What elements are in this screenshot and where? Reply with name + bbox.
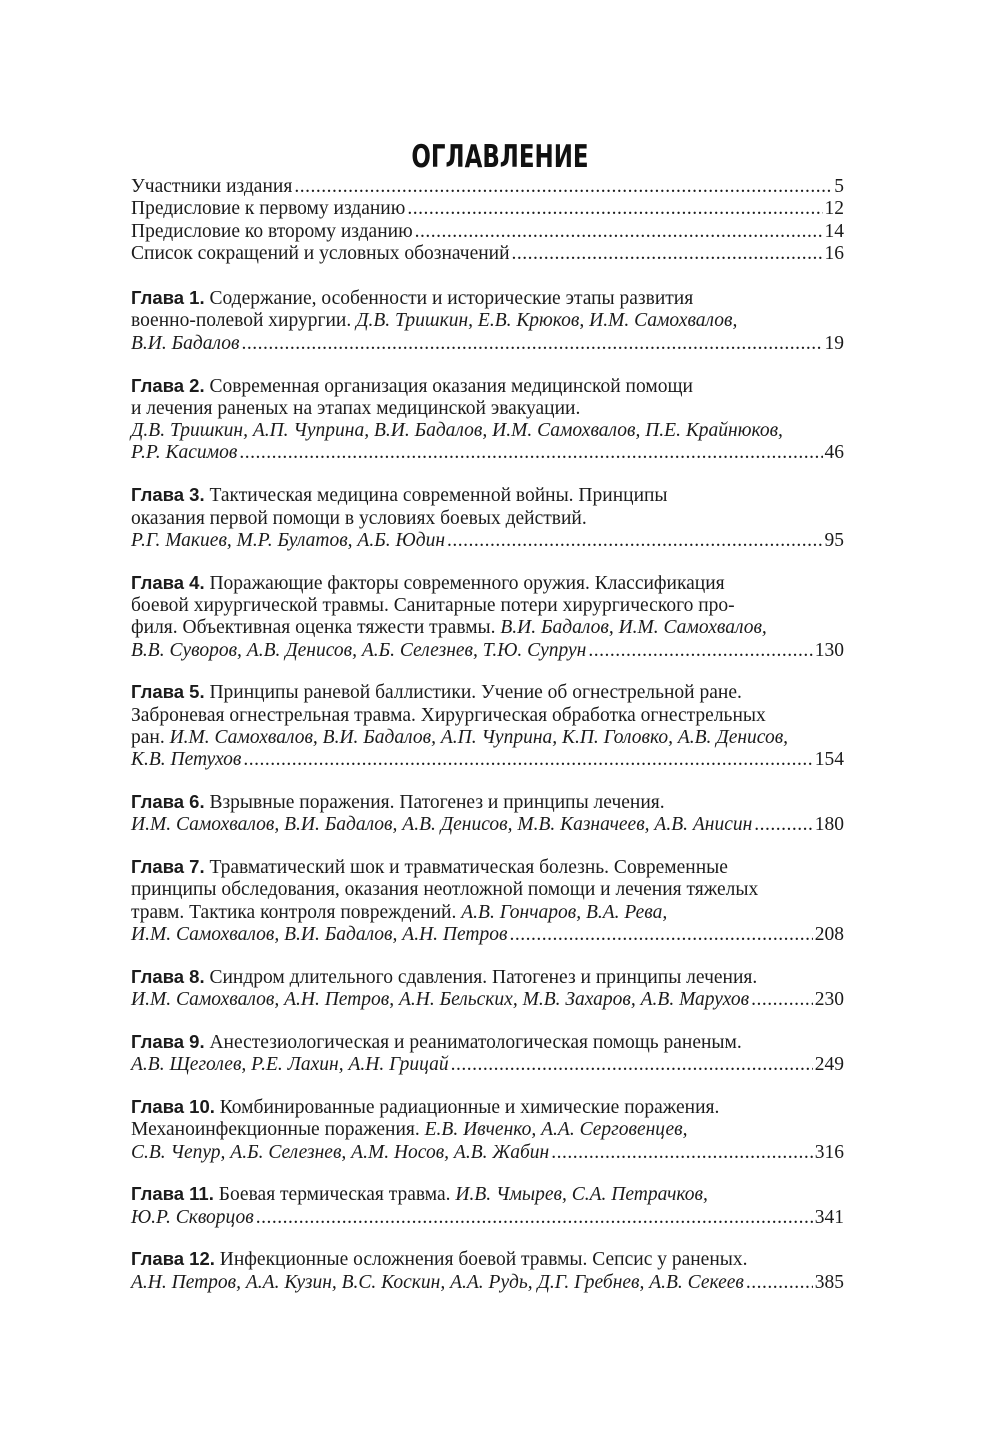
toc-line — [131, 902, 844, 924]
chapter-authors: А.В. Щеголев, Р.Е. Лахин, А.Н. Грицай — [131, 1054, 449, 1076]
page-number: 385 — [814, 1271, 844, 1293]
toc-chapter-entry[interactable] — [131, 572, 844, 662]
chapter-authors: А.Н. Петров, А.А. Кузин, В.С. Коскин, А.А. Рудь, Д.Г. Гребнев, А.В. Секеев — [131, 1271, 744, 1293]
dot-leader — [256, 1207, 813, 1229]
toc-item-text: Участники издания — [131, 176, 293, 197]
toc-line — [131, 287, 844, 310]
dot-leader — [751, 989, 813, 1011]
toc-line — [131, 879, 844, 901]
chapter-title-text: Содержание, особенности и исторические этапы развития — [204, 288, 694, 310]
chapter-label: Глава 2. — [131, 374, 205, 396]
toc-line — [131, 617, 844, 639]
toc-line-content — [131, 1207, 254, 1229]
toc-item-text: Предисловие к первому изданию — [131, 198, 406, 220]
dot-leader — [512, 243, 823, 265]
toc-chapter-entry[interactable] — [131, 1183, 844, 1229]
toc-chapter-entry[interactable] — [131, 1031, 844, 1077]
toc-line — [131, 484, 844, 507]
chapter-label: Глава 11. — [131, 1183, 214, 1205]
toc-line — [131, 749, 844, 771]
toc-line — [131, 640, 844, 662]
front-matter — [131, 176, 844, 265]
toc-line-content — [131, 1054, 449, 1076]
chapter-authors: А.В. Гончаров, В.А. Рева, — [461, 901, 668, 923]
toc-line-content — [131, 749, 241, 771]
toc-line — [131, 814, 844, 836]
page-number: 19 — [824, 332, 844, 354]
toc-line-content — [131, 902, 667, 924]
chapter-label: Глава 8. — [131, 965, 205, 987]
chapter-label: Глава 1. — [131, 287, 205, 309]
chapter-authors: Ю.Р. Скворцов — [131, 1206, 254, 1228]
dot-leader — [588, 640, 812, 662]
chapter-title-text: Поражающие факторы современного оружия. Классификация — [204, 572, 725, 594]
toc-line-content — [131, 1096, 719, 1119]
dot-leader — [243, 749, 812, 771]
toc-line — [131, 333, 844, 355]
page-number: 249 — [814, 1054, 844, 1076]
toc-item-text: Предисловие ко второму изданию — [131, 220, 413, 242]
chapter-label: Глава 4. — [131, 571, 205, 593]
toc-line-content — [131, 727, 788, 749]
dot-leader — [551, 1142, 813, 1164]
chapter-authors: Д.В. Тришкин, А.П. Чуприна, В.И. Бадалов, И.М. Самохвалов, П.Е. Крайнюков, — [131, 420, 783, 442]
toc-line — [131, 1142, 844, 1164]
toc-item-text: Список сокращений и условных обозначений — [131, 242, 510, 264]
toc-chapter-entry[interactable] — [131, 287, 844, 355]
toc-line — [131, 791, 844, 814]
toc-front-item[interactable] — [131, 221, 844, 243]
chapter-title-text: военно-полевой хирургии. — [131, 310, 357, 332]
toc-line — [131, 442, 844, 464]
toc-line — [131, 924, 844, 946]
toc-line — [131, 398, 844, 420]
toc-line — [131, 1031, 844, 1054]
toc-chapter-entry[interactable] — [131, 375, 844, 465]
toc-line-content — [131, 1031, 742, 1054]
toc-line — [131, 1248, 844, 1271]
toc-line — [131, 966, 844, 989]
chapter-authors: Р.Г. Макиев, М.Р. Булатов, А.Б. Юдин — [131, 529, 446, 551]
chapter-title-text: и лечения раненых на этапах медицинской эвакуации. — [131, 397, 581, 419]
dot-leader — [241, 333, 822, 355]
dot-leader — [447, 530, 822, 552]
chapter-list — [131, 287, 844, 1294]
toc-line-content — [131, 1142, 549, 1164]
chapter-title-text: Комбинированные радиационные и химические поражения. — [214, 1097, 720, 1118]
chapter-authors: И.М. Самохвалов, В.И. Бадалов, А.В. Денисов, М.В. Казначеев, А.В. Анисин — [131, 814, 753, 836]
chapter-title-text: Травматический шок и травматическая болезнь. Современные — [204, 857, 728, 879]
chapter-label: Глава 5. — [131, 681, 205, 703]
chapter-title-text: Анестезиологическая и реаниматологическая помощь раненым. — [204, 1031, 742, 1053]
toc-chapter-entry[interactable] — [131, 484, 844, 552]
chapter-authors: И.М. Самохвалов, А.Н. Петров, А.Н. Бельских, М.В. Захаров, А.В. Марухов — [131, 989, 750, 1011]
dot-leader — [754, 814, 812, 836]
toc-line-content — [131, 791, 665, 814]
dot-leader — [415, 221, 823, 243]
toc-line — [131, 508, 844, 530]
chapter-title-text: Боевая термическая травма. — [213, 1184, 456, 1206]
page-number: 208 — [814, 924, 844, 946]
toc-line — [131, 1183, 844, 1206]
toc-line — [131, 1054, 844, 1076]
toc-line-content — [131, 375, 693, 398]
toc-line-content — [131, 1248, 748, 1271]
toc-front-item[interactable] — [131, 243, 844, 265]
toc-line-content — [131, 530, 445, 552]
toc-line-content — [131, 681, 742, 704]
toc-line-content — [131, 879, 758, 901]
page-number: 180 — [814, 814, 844, 836]
toc-line — [131, 1272, 844, 1294]
toc-line-content — [131, 966, 757, 989]
toc-line-content — [131, 640, 586, 662]
page-number: 154 — [814, 749, 844, 771]
toc-line — [131, 989, 844, 1011]
dot-leader — [451, 1054, 813, 1076]
chapter-authors: Е.В. Ивченко, А.А. Серговенцев, — [424, 1119, 688, 1141]
toc-chapter-entry[interactable] — [131, 681, 844, 771]
chapter-authors: Д.В. Тришкин, Е.В. Крюков, И.М. Самохвалов, — [356, 310, 738, 332]
toc-line — [131, 856, 844, 879]
chapter-authors: И.В. Чмырев, С.А. Петрачков, — [455, 1184, 708, 1206]
toc-line-content — [131, 484, 668, 507]
chapter-title-text: филя. Объективная оценка тяжести травмы. — [131, 617, 501, 639]
chapter-title-text: Тактическая медицина современной войны. Принципы — [204, 485, 668, 507]
toc-line — [131, 595, 844, 617]
toc-line-content — [131, 287, 693, 310]
chapter-label: Глава 3. — [131, 484, 205, 506]
toc-line-content — [131, 1272, 744, 1294]
chapter-title-text: оказания первой помощи в условиях боевых действий. — [131, 507, 587, 529]
chapter-authors: В.И. Бадалов — [131, 332, 240, 354]
toc-line-content — [131, 705, 766, 727]
page-number: 5 — [834, 176, 844, 197]
chapter-label: Глава 7. — [131, 856, 205, 878]
toc-line-content — [131, 442, 237, 464]
chapter-label: Глава 12. — [131, 1248, 215, 1270]
toc-line — [131, 727, 844, 749]
toc-line — [131, 530, 844, 552]
chapter-authors: В.В. Суворов, А.В. Денисов, А.Б. Селезнев, Т.Ю. Супрун — [131, 639, 587, 661]
chapter-authors: В.И. Бадалов, И.М. Самохвалов, — [500, 617, 767, 639]
toc-line — [131, 420, 844, 442]
toc-chapter-entry[interactable] — [131, 1248, 844, 1294]
dot-leader — [294, 176, 832, 198]
table-of-contents — [131, 176, 844, 1294]
toc-line-content — [131, 1183, 708, 1206]
chapter-title-text: Синдром длительного сдавления. Патогенез и принципы лечения. — [204, 966, 758, 988]
toc-line-content — [131, 398, 580, 420]
toc-line-content — [131, 617, 767, 639]
page-number: 95 — [824, 529, 844, 551]
page-number: 46 — [824, 442, 844, 464]
toc-line-content — [131, 333, 239, 355]
chapter-authors: К.В. Петухов — [131, 749, 242, 771]
toc-line — [131, 572, 844, 595]
chapter-label: Глава 6. — [131, 791, 205, 813]
toc-chapter-entry[interactable] — [131, 966, 844, 1012]
page-number: 341 — [814, 1206, 844, 1228]
chapter-title-text: Современная организация оказания медицинской помощи — [204, 375, 693, 397]
chapter-title-text: Инфекционные осложнения боевой травмы. Сепсис у раненых. — [214, 1249, 748, 1271]
dot-leader — [746, 1272, 813, 1294]
page-number: 316 — [814, 1141, 844, 1163]
toc-line-content — [131, 310, 737, 332]
toc-line-content — [131, 508, 587, 530]
dot-leader — [509, 924, 812, 946]
chapter-title-text: Механоинфекционные поражения. — [131, 1119, 425, 1141]
page-number: 130 — [814, 639, 844, 661]
toc-line-content — [131, 572, 725, 595]
toc-chapter-entry[interactable] — [131, 1096, 844, 1164]
chapter-authors: Р.Р. Касимов — [131, 442, 238, 464]
dot-leader — [407, 198, 822, 220]
toc-line — [131, 705, 844, 727]
toc-line — [131, 1207, 844, 1229]
chapter-title-text: принципы обследования, оказания неотложной помощи и лечения тяжелых — [131, 879, 759, 901]
page-number: 16 — [824, 242, 844, 264]
toc-chapter-entry[interactable] — [131, 856, 844, 946]
toc-line — [131, 310, 844, 332]
toc-front-item[interactable] — [131, 198, 844, 220]
toc-chapter-entry[interactable] — [131, 791, 844, 837]
toc-line — [131, 1096, 844, 1119]
page-number: 12 — [824, 198, 844, 220]
toc-line-content — [131, 924, 507, 946]
chapter-title-text: травм. Тактика контроля повреждений. — [131, 901, 462, 923]
chapter-title-text: боевой хирургической травмы. Санитарные потери хирургического про- — [131, 594, 735, 616]
toc-line — [131, 375, 844, 398]
chapter-title-text: ран. — [131, 726, 170, 748]
toc-front-item[interactable] — [131, 176, 844, 198]
chapter-title-text: Взрывные поражения. Патогенез и принципы лечения. — [204, 792, 665, 814]
toc-line-content — [131, 814, 752, 836]
chapter-authors: С.В. Чепур, А.Б. Селезнев, А.М. Носов, А.В. Жабин — [131, 1141, 550, 1163]
page-number: 14 — [824, 220, 844, 242]
chapter-authors: И.М. Самохвалов, В.И. Бадалов, А.П. Чуприна, К.П. Головко, А.В. Денисов, — [169, 726, 789, 748]
toc-line-content — [131, 989, 749, 1011]
dot-leader — [239, 442, 822, 464]
toc-line-content — [131, 420, 783, 442]
toc-line-content — [131, 856, 728, 879]
chapter-authors: И.М. Самохвалов, В.И. Бадалов, А.Н. Петров — [131, 924, 508, 946]
chapter-title-text: Заброневая огнестрельная травма. Хирургическая обработка огнестрельных — [131, 704, 766, 726]
chapter-title-text: Принципы раневой баллистики. Учение об огнестрельной ране. — [204, 682, 742, 704]
page-title: ОГЛАВЛЕНИЕ — [411, 139, 589, 175]
toc-line-content — [131, 595, 735, 617]
chapter-label: Глава 10. — [131, 1096, 215, 1117]
page-number: 230 — [814, 989, 844, 1011]
toc-line — [131, 1119, 844, 1141]
toc-line — [131, 681, 844, 704]
chapter-label: Глава 9. — [131, 1030, 205, 1052]
toc-line-content — [131, 1119, 688, 1141]
